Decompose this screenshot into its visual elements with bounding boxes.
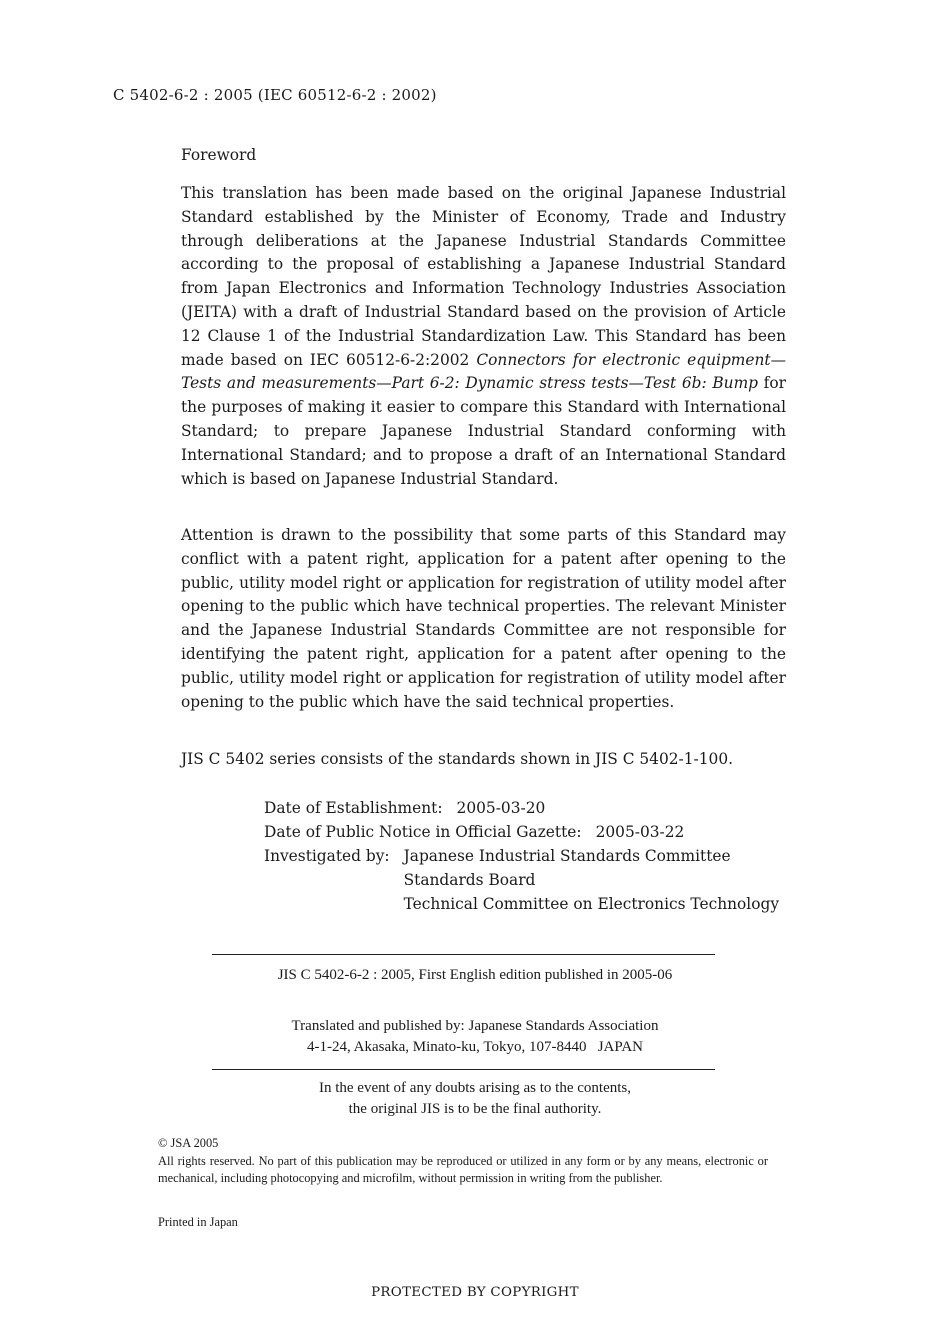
referenced-standard-title: Connectors for electronic equipment—Tests and measurements—Part 6-2: Dynamic stress tests—Test 6b: Bump	[181, 350, 786, 393]
public-notice-row	[264, 820, 779, 844]
investigating-body: Technical Committee on Electronics Technology	[403, 895, 780, 913]
copyright-notice: © JSA 2005	[158, 1136, 219, 1150]
establishment-date-row	[264, 796, 779, 820]
publisher-info	[180, 1016, 770, 1058]
public-notice-date: 2005-03-22	[595, 823, 685, 841]
investigated-bodies	[404, 844, 779, 916]
standard-designation: C 5402-6-2 : 2005 (IEC 60512-6-2 : 2002)	[113, 86, 437, 104]
authority-note	[180, 1078, 770, 1120]
foreword-paragraph-2: Attention is drawn to the possibility that some parts of this Standard may conflict with a patent right, application for a patent after opening to the public, utility model right or application for registration of utility model after opening to the public which have technical properties. The relevant Minister and the Japanese Industrial Standards Committee are not responsible for identifying the patent right, application for a patent after opening to the public, utility model right or application for registration of utility model after opening to the public which have the said technical properties.	[181, 526, 786, 711]
establishment-details	[264, 796, 779, 916]
publisher-line: Translated and published by: Japanese Standards Association	[291, 1018, 659, 1034]
public-notice-label: Date of Public Notice in Official Gazette:	[264, 823, 582, 841]
divider	[212, 1069, 715, 1070]
investigated-by-row	[264, 844, 779, 916]
authority-line: the original JIS is to be the final authority.	[348, 1101, 602, 1117]
foreword-title: Foreword	[181, 146, 257, 164]
edition-note: JIS C 5402-6-2 : 2005, First English edition published in 2005-06	[277, 967, 673, 983]
printed-in: Printed in Japan	[158, 1215, 238, 1229]
rights-statement: All rights reserved. No part of this publication may be reproduced or utilized in any form or by any means, electronic or mechanical, including photocopying and microfilm, without permission in writing from the publisher.	[158, 1154, 768, 1185]
copyright-footer: PROTECTED BY COPYRIGHT	[371, 1285, 579, 1300]
authority-line: In the event of any doubts arising as to the contents,	[318, 1080, 631, 1096]
investigated-label: Investigated by:	[264, 847, 390, 865]
foreword-paragraph-1	[181, 182, 786, 491]
publisher-address: 4-1-24, Akasaka, Minato-ku, Tokyo, 107-8440 JAPAN	[306, 1039, 644, 1055]
paragraph-1-text-a: This translation has been made based on the original Japanese Industrial Standard established by the Minister of Economy, Trade and Industry through deliberations at the Japanese Industrial Standards Committee according to the proposal of establishing a Japanese Industrial Standard from Japan Electronics and Information Technology Industries Association (JEITA) with a draft of Industrial Standard based on the provision of Article 12 Clause 1 of the Industrial Standardization Law. This Standard has been made based on IEC 60512-6-2:2002	[181, 184, 786, 369]
paragraph-1-text-b: for the purposes of making it easier to compare this Standard with International Standard; to prepare Japanese Industrial Standard conforming with International Standard; and to propose a draft of an International Standard which is based on Japanese Industrial Standard.	[181, 374, 786, 488]
establishment-label: Date of Establishment:	[264, 799, 443, 817]
establishment-date: 2005-03-20	[456, 799, 546, 817]
divider	[212, 954, 715, 955]
investigating-body: Japanese Industrial Standards Committee	[403, 847, 731, 865]
foreword-paragraph-3: JIS C 5402 series consists of the standards shown in JIS C 5402-1-100.	[181, 750, 734, 768]
investigating-body: Standards Board	[403, 871, 536, 889]
